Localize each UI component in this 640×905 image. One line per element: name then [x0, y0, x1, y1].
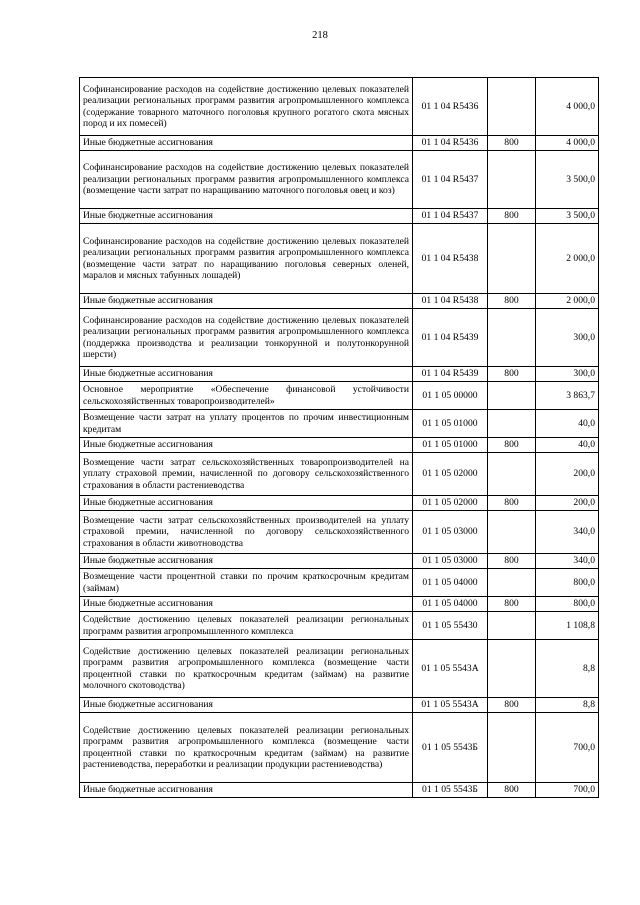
row-sum: 340,0 [536, 554, 599, 569]
row-name: Иные бюджетные ассигнования [80, 209, 413, 224]
row-sum: 200,0 [536, 453, 599, 496]
row-vr: 800 [488, 783, 536, 798]
row-name: Возмещение части затрат сельскохозяйственных товаропроизводителей на уплату страховой премии, начисленной по договору сельскохозяйственного страхования в области растениеводства [80, 453, 413, 496]
row-vr [488, 382, 536, 410]
row-name: Софинансирование расходов на содействие достижению целевых показателей реализации региональных программ развития агропромышленного комплекса (поддержка производства и реализации тонкорунной и полутонкорунной шерсти) [80, 309, 413, 367]
row-code: 01 1 04 R5437 [413, 209, 488, 224]
table-row [80, 410, 599, 438]
row-code: 01 1 04 R5439 [413, 367, 488, 382]
row-name: Основное мероприятие «Обеспечение финансовой устойчивости сельскохозяйственных товаропроизводителей» [80, 382, 413, 410]
row-vr: 800 [488, 496, 536, 511]
row-code: 01 1 05 01000 [413, 438, 488, 453]
row-name: Иные бюджетные ассигнования [80, 136, 413, 151]
table-row [80, 612, 599, 640]
row-name: Возмещение части процентной ставки по прочим краткосрочным кредитам (займам) [80, 569, 413, 597]
row-name: Возмещение части затрат сельскохозяйственных производителей на уплату страховой премии, начисленной по договору сельскохозяйственного страхования в области животноводства [80, 511, 413, 554]
row-code: 01 1 05 02000 [413, 496, 488, 511]
row-code: 01 1 04 R5439 [413, 309, 488, 367]
row-code: 01 1 05 02000 [413, 453, 488, 496]
table-row [80, 453, 599, 496]
row-sum: 8,8 [536, 698, 599, 713]
table-row [80, 294, 599, 309]
row-code: 01 1 04 R5436 [413, 136, 488, 151]
table-row [80, 382, 599, 410]
row-vr [488, 612, 536, 640]
row-vr [488, 453, 536, 496]
row-name: Иные бюджетные ассигнования [80, 698, 413, 713]
row-code: 01 1 05 04000 [413, 569, 488, 597]
row-sum: 1 108,8 [536, 612, 599, 640]
table-row [80, 554, 599, 569]
row-sum: 40,0 [536, 410, 599, 438]
row-name: Иные бюджетные ассигнования [80, 496, 413, 511]
row-name: Содействие достижению целевых показателей реализации региональных программ развития агропромышленного комплекса (возмещение части процентной ставки по краткосрочным кредитам (займам) на развитие растениеводства, переработки и реализации продукции растениеводства) [80, 713, 413, 783]
row-sum: 200,0 [536, 496, 599, 511]
row-name: Софинансирование расходов на содействие достижению целевых показателей реализации региональных программ развития агропромышленного комплекса (содержание товарного маточного поголовья крупного рогатого скота мясных пород и их помесей) [80, 78, 413, 136]
row-code: 01 1 04 R5438 [413, 224, 488, 294]
row-vr [488, 410, 536, 438]
row-sum: 2 000,0 [536, 294, 599, 309]
row-vr: 800 [488, 209, 536, 224]
row-sum: 3 500,0 [536, 209, 599, 224]
row-code: 01 1 04 R5436 [413, 78, 488, 136]
row-name: Иные бюджетные ассигнования [80, 783, 413, 798]
table-row [80, 209, 599, 224]
table-row [80, 569, 599, 597]
row-name: Софинансирование расходов на содействие достижению целевых показателей реализации региональных программ развития агропромышленного комплекса (возмещение части затрат по наращиванию маточного поголовья овец и коз) [80, 151, 413, 209]
row-code: 01 1 05 5543А [413, 698, 488, 713]
table-row [80, 367, 599, 382]
row-sum: 8,8 [536, 640, 599, 698]
table-row [80, 78, 599, 136]
table-row [80, 511, 599, 554]
row-vr [488, 224, 536, 294]
row-vr [488, 309, 536, 367]
row-sum: 300,0 [536, 309, 599, 367]
row-name: Софинансирование расходов на содействие достижению целевых показателей реализации региональных программ развития агропромышленного комплекса (возмещение части затрат по наращиванию поголовья северных оленей, маралов и мясных табунных лошадей) [80, 224, 413, 294]
row-name: Иные бюджетные ассигнования [80, 597, 413, 612]
row-name: Иные бюджетные ассигнования [80, 367, 413, 382]
row-vr [488, 511, 536, 554]
row-code: 01 1 05 5543А [413, 640, 488, 698]
row-vr [488, 78, 536, 136]
row-sum: 2 000,0 [536, 224, 599, 294]
row-code: 01 1 05 03000 [413, 511, 488, 554]
row-code: 01 1 05 00000 [413, 382, 488, 410]
table-row [80, 309, 599, 367]
table-row [80, 713, 599, 783]
row-code: 01 1 05 03000 [413, 554, 488, 569]
row-sum: 4 000,0 [536, 136, 599, 151]
row-vr: 800 [488, 554, 536, 569]
row-code: 01 1 05 5543Б [413, 783, 488, 798]
row-vr: 800 [488, 367, 536, 382]
row-name: Иные бюджетные ассигнования [80, 438, 413, 453]
table-row [80, 783, 599, 798]
row-vr: 800 [488, 597, 536, 612]
row-sum: 800,0 [536, 569, 599, 597]
table-row [80, 224, 599, 294]
row-code: 01 1 05 55430 [413, 612, 488, 640]
row-sum: 3 500,0 [536, 151, 599, 209]
row-code: 01 1 04 R5438 [413, 294, 488, 309]
row-code: 01 1 05 01000 [413, 410, 488, 438]
row-sum: 4 000,0 [536, 78, 599, 136]
row-code: 01 1 04 R5437 [413, 151, 488, 209]
budget-table-body [80, 78, 599, 798]
page-number: 218 [312, 30, 328, 41]
row-name: Иные бюджетные ассигнования [80, 554, 413, 569]
table-row [80, 640, 599, 698]
row-sum: 700,0 [536, 713, 599, 783]
row-vr [488, 713, 536, 783]
row-name: Содействие достижению целевых показателей реализации региональных программ развития агропромышленного комплекса [80, 612, 413, 640]
row-vr: 800 [488, 698, 536, 713]
row-sum: 700,0 [536, 783, 599, 798]
table-row [80, 136, 599, 151]
row-sum: 300,0 [536, 367, 599, 382]
row-vr: 800 [488, 438, 536, 453]
table-row [80, 597, 599, 612]
row-sum: 40,0 [536, 438, 599, 453]
row-vr: 800 [488, 136, 536, 151]
row-sum: 800,0 [536, 597, 599, 612]
budget-table [79, 77, 599, 798]
row-vr: 800 [488, 294, 536, 309]
row-name: Иные бюджетные ассигнования [80, 294, 413, 309]
row-code: 01 1 05 5543Б [413, 713, 488, 783]
row-vr [488, 151, 536, 209]
row-sum: 340,0 [536, 511, 599, 554]
table-row [80, 698, 599, 713]
row-vr [488, 640, 536, 698]
table-row [80, 438, 599, 453]
row-sum: 3 863,7 [536, 382, 599, 410]
table-row [80, 496, 599, 511]
table-row [80, 151, 599, 209]
row-vr [488, 569, 536, 597]
row-code: 01 1 05 04000 [413, 597, 488, 612]
row-name: Содействие достижению целевых показателей реализации региональных программ развития агропромышленного комплекса (возмещение части процентной ставки по краткосрочным кредитам (займам) на развитие молочного скотоводства) [80, 640, 413, 698]
row-name: Возмещение части затрат на уплату процентов по прочим инвестиционным кредитам [80, 410, 413, 438]
